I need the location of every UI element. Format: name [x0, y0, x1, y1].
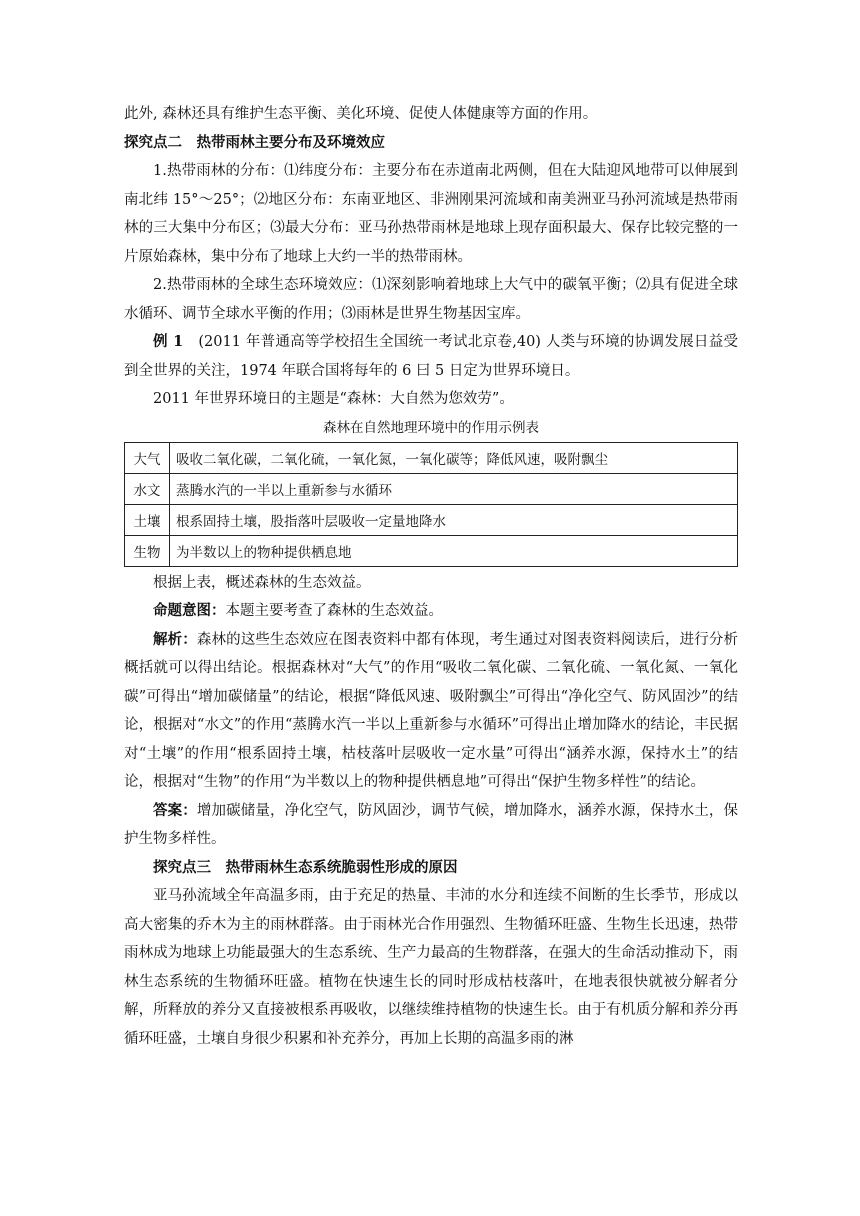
- table-row: [125, 473, 738, 504]
- example-label: 例 1: [153, 333, 184, 350]
- answer-text: 增加碳储量，净化空气，防风固沙，调节气候，增加降水，涵养水源，保持水土，保护生物多样性。: [124, 802, 739, 847]
- analysis-label: 解析：: [153, 630, 197, 648]
- question-text: 根据上表，概述森林的生态效益。: [153, 574, 371, 591]
- answer-label: 答案：: [153, 801, 197, 819]
- table-row: [125, 504, 738, 535]
- section3-paragraph-1: 亚马孙流域全年高温多雨，由于充足的热量、丰沛的水分和连续不间断的生长季节，形成以高大密集的乔木为主的雨林群落。由于雨林光合作用强烈、生物循环旺盛、生物生长迅速，热带雨林成为地球上功能最强大的生态系统、生产力最高的生物群落，在强大的生命活动推动下，雨林生态系统的生物循环旺盛。植物在快速生长的同时形成枯枝落叶，在地表很快就被分解者分解，所释放的养分又直接被根系再吸收，以继续维持植物的快速生长。由于有机质分解和养分再循环旺盛，土壤自身很少积累和补充养分，再加上长期的高温多雨的淋: [124, 888, 738, 1047]
- table-cell-value: 蒸腾水汽的一半以上重新参与水循环: [170, 473, 738, 504]
- table-cell-key: 水文: [125, 473, 170, 504]
- section2-heading: 探究点二 热带雨林主要分布及环境效应: [124, 133, 385, 151]
- intent-text: 本题主要考查了森林的生态效益。: [225, 603, 443, 619]
- table-cell-value: 吸收二氧化碳，二氧化硫，一氧化氮，一氧化碳等；降低风速，吸附飘尘: [170, 442, 738, 473]
- example-text: (2011 年普通高等学校招生全国统一考试北京卷,40) 人类与环境的协调发展日益受到全世界的关注，1974 年联合国将每年的 6 曰 5 日定为世界环境日。: [124, 334, 738, 379]
- table-cell-key: 土壤: [125, 504, 170, 535]
- table-cell-key: 生物: [125, 535, 170, 566]
- table-caption: 森林在自然地理环境中的作用示例表: [323, 419, 539, 436]
- document-page: [124, 100, 738, 1053]
- table-cell-value: 根系固持土壤，股指落叶层吸收一定量地降水: [170, 504, 738, 535]
- example-theme: 2011 年世界环境日的主题是“森林：大自然为您效劳”。: [153, 391, 514, 407]
- intro-paragraph: 此外, 森林还具有维护生态平衡、美化环境、促使人体健康等方面的作用。: [124, 106, 598, 122]
- table-cell-key: 大气: [125, 442, 170, 473]
- answer-paragraph: [124, 797, 738, 854]
- intent-label: 命题意图：: [153, 602, 226, 619]
- section3-heading: 探究点三 热带雨林生态系统脆弱性形成的原因: [153, 858, 458, 876]
- section2-paragraph-1: 1.热带雨林的分布：⑴纬度分布：主要分布在赤道南北两侧，但在大陆迎风地带可以伸展到南北纬 15°～25°；⑵地区分布：东南亚地区、非洲刚果河流域和南美洲亚马孙河流域是热带雨林的三大集中分布区；⑶最大分布：亚马孙热带雨林是地球上现存面积最大、保存比较完整的一片原始森林，集中分布了地球上大约一半的热带雨林。: [124, 163, 738, 265]
- analysis-text: 森林的这些生态效应在图表资料中都有体现，考生通过对图表资料阅读后，进行分析概括就可以得出结论。根据森林对“大气”的作用“吸收二氧化碳、二氧化硫、一氧化氮、一氧化碳”可得出“增加碳储量”的结论，根据“降低风速、吸附飘尘”可得出“净化空气、防风固沙”的结论，根据对“水文”的作用“蒸腾水汽一半以上重新参与水循环”可得出止增加降水的结论，丰民据对“土壤”的作用“根系固持土壤，枯枝落叶层吸收一定水量”可得出“涵养水源，保持水土”的结论，根据对“生物”的作用“为半数以上的物种提供栖息地”可得出“保护生物多样性”的结论。: [124, 631, 739, 790]
- section2-paragraph-2: 2.热带雨林的全球生态环境效应：⑴深刻影响着地球上大气中的碳氧平衡；⑵具有促进全球水循环、调节全球水平衡的作用；⑶雨林是世界生物基因宝库。: [124, 277, 738, 322]
- table-row: [125, 442, 738, 473]
- forest-role-table: [124, 442, 738, 567]
- analysis-paragraph: [124, 626, 738, 797]
- table-row: [125, 535, 738, 566]
- table-cell-value: 为半数以上的物种提供栖息地: [170, 535, 738, 566]
- intent-paragraph: [124, 597, 738, 626]
- example-paragraph: [124, 328, 738, 385]
